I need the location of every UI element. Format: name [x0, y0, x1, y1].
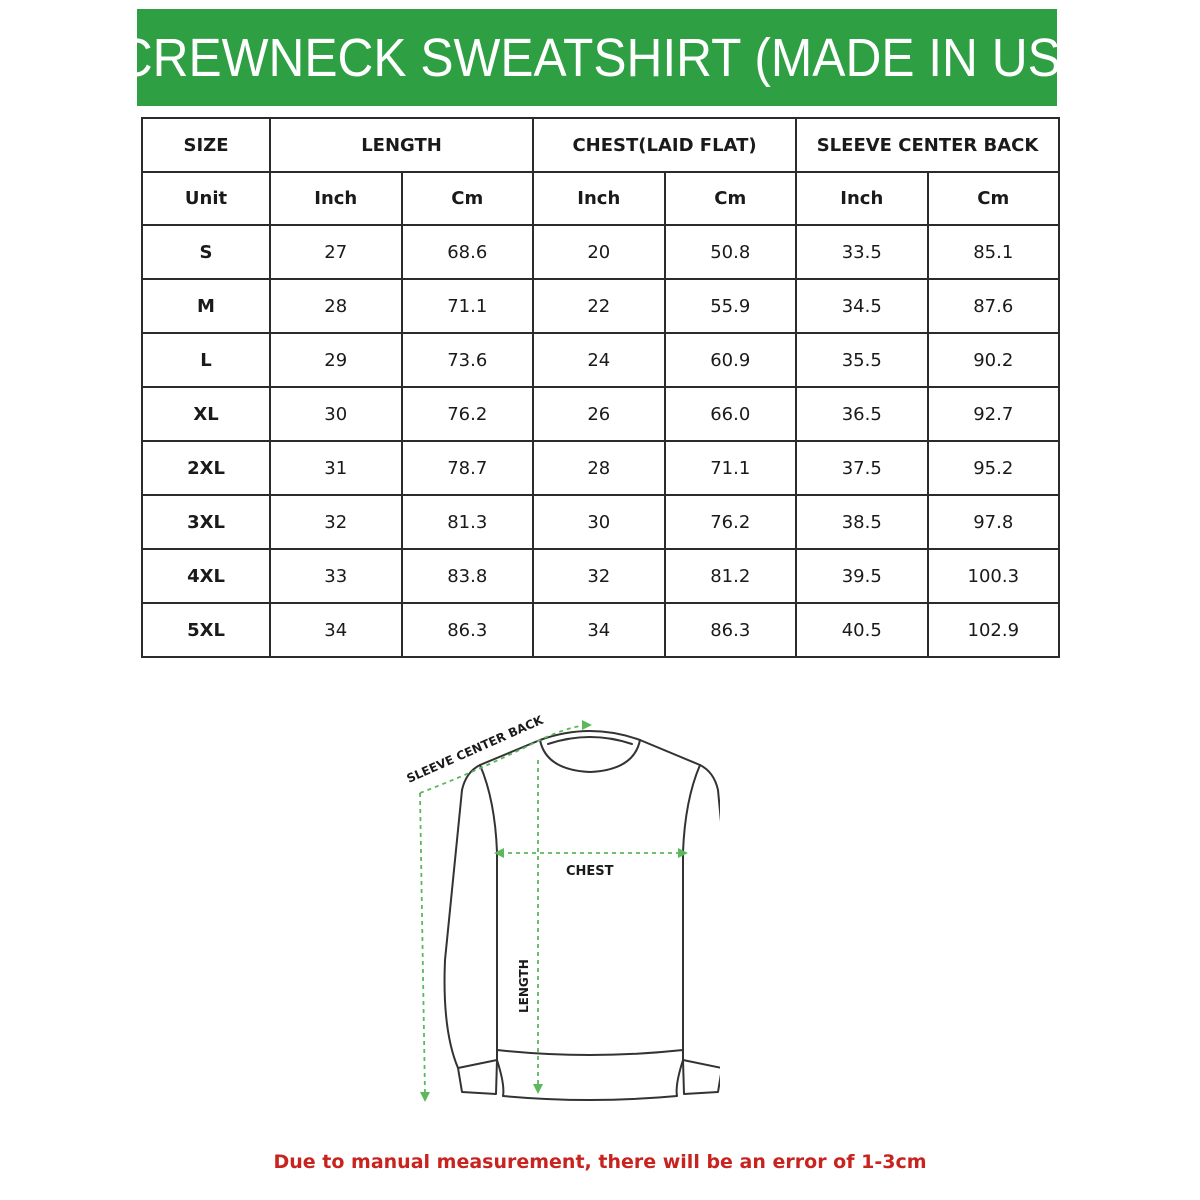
cell-chest-in: 20	[533, 225, 665, 279]
cell-sleeve-cm: 97.8	[928, 495, 1060, 549]
table-unit-row	[142, 172, 1059, 225]
table-row	[142, 441, 1059, 495]
table-row	[142, 549, 1059, 603]
table-row	[142, 279, 1059, 333]
cell-length-cm: 68.6	[402, 225, 534, 279]
cell-size: 2XL	[142, 441, 270, 495]
cell-length-in: 32	[270, 495, 402, 549]
measurement-note: Due to manual measurement, there will be an error of 1-3cm	[273, 1151, 927, 1173]
sweatshirt-outline	[445, 731, 720, 1100]
cell-sleeve-in: 33.5	[796, 225, 928, 279]
unit-inch: Inch	[533, 172, 665, 225]
header-sleeve: SLEEVE CENTER BACK	[796, 118, 1059, 172]
sleeve-label: SLEEVE CENTER BACK	[404, 712, 546, 786]
cell-chest-cm: 81.2	[665, 549, 797, 603]
cell-length-cm: 86.3	[402, 603, 534, 657]
unit-inch: Inch	[270, 172, 402, 225]
cell-chest-in: 24	[533, 333, 665, 387]
arrow-left-icon	[494, 848, 504, 858]
cell-length-in: 29	[270, 333, 402, 387]
cell-chest-in: 22	[533, 279, 665, 333]
cell-chest-in: 30	[533, 495, 665, 549]
cell-sleeve-in: 36.5	[796, 387, 928, 441]
cell-sleeve-cm: 87.6	[928, 279, 1060, 333]
table-row	[142, 495, 1059, 549]
cell-size: 4XL	[142, 549, 270, 603]
cell-sleeve-cm: 95.2	[928, 441, 1060, 495]
header-size: SIZE	[142, 118, 270, 172]
cell-length-in: 34	[270, 603, 402, 657]
unit-cm: Cm	[928, 172, 1060, 225]
cell-size: L	[142, 333, 270, 387]
table-row	[142, 603, 1059, 657]
cell-length-cm: 78.7	[402, 441, 534, 495]
unit-cm: Cm	[402, 172, 534, 225]
cell-chest-cm: 76.2	[665, 495, 797, 549]
cell-sleeve-in: 40.5	[796, 603, 928, 657]
cell-sleeve-cm: 90.2	[928, 333, 1060, 387]
cell-size: M	[142, 279, 270, 333]
length-label: LENGTH	[517, 959, 531, 1013]
cell-length-in: 33	[270, 549, 402, 603]
cell-size: 5XL	[142, 603, 270, 657]
cell-sleeve-in: 39.5	[796, 549, 928, 603]
table-row	[142, 225, 1059, 279]
unit-cm: Cm	[665, 172, 797, 225]
cell-chest-in: 26	[533, 387, 665, 441]
cell-sleeve-cm: 102.9	[928, 603, 1060, 657]
sleeve-vertical-line	[420, 793, 425, 1095]
title-banner	[116, 9, 1078, 106]
cell-size: 3XL	[142, 495, 270, 549]
cell-length-in: 30	[270, 387, 402, 441]
unit-label: Unit	[142, 172, 270, 225]
cell-length-cm: 81.3	[402, 495, 534, 549]
unit-inch: Inch	[796, 172, 928, 225]
cell-chest-in: 28	[533, 441, 665, 495]
chest-label: CHEST	[566, 864, 614, 879]
cell-length-in: 31	[270, 441, 402, 495]
arrow-down-icon	[533, 1084, 543, 1094]
cell-length-cm: 71.1	[402, 279, 534, 333]
cell-length-in: 27	[270, 225, 402, 279]
cell-length-cm: 83.8	[402, 549, 534, 603]
cell-sleeve-cm: 100.3	[928, 549, 1060, 603]
cell-length-cm: 73.6	[402, 333, 534, 387]
arrow-right-icon	[582, 720, 592, 730]
measurement-lines	[420, 725, 682, 1095]
cell-chest-cm: 55.9	[665, 279, 797, 333]
cell-sleeve-in: 38.5	[796, 495, 928, 549]
cell-sleeve-cm: 85.1	[928, 225, 1060, 279]
cell-length-cm: 76.2	[402, 387, 534, 441]
arrow-down-icon	[420, 1092, 430, 1102]
page-title: CREWNECK SWEATSHIRT (MADE IN US)	[116, 27, 1078, 88]
header-length: LENGTH	[270, 118, 533, 172]
cell-sleeve-in: 35.5	[796, 333, 928, 387]
cell-sleeve-in: 37.5	[796, 441, 928, 495]
table-header-row	[142, 118, 1059, 172]
cell-chest-cm: 50.8	[665, 225, 797, 279]
cell-size: XL	[142, 387, 270, 441]
cell-length-in: 28	[270, 279, 402, 333]
table-row	[142, 387, 1059, 441]
size-chart-table	[141, 117, 1060, 658]
cell-chest-cm: 86.3	[665, 603, 797, 657]
cell-sleeve-cm: 92.7	[928, 387, 1060, 441]
cell-chest-in: 34	[533, 603, 665, 657]
table-row	[142, 333, 1059, 387]
sweatshirt-diagram	[390, 695, 720, 1115]
cell-chest-cm: 60.9	[665, 333, 797, 387]
cell-chest-cm: 66.0	[665, 387, 797, 441]
cell-size: S	[142, 225, 270, 279]
cell-sleeve-in: 34.5	[796, 279, 928, 333]
header-chest: CHEST(LAID FLAT)	[533, 118, 796, 172]
cell-chest-in: 32	[533, 549, 665, 603]
cell-chest-cm: 71.1	[665, 441, 797, 495]
